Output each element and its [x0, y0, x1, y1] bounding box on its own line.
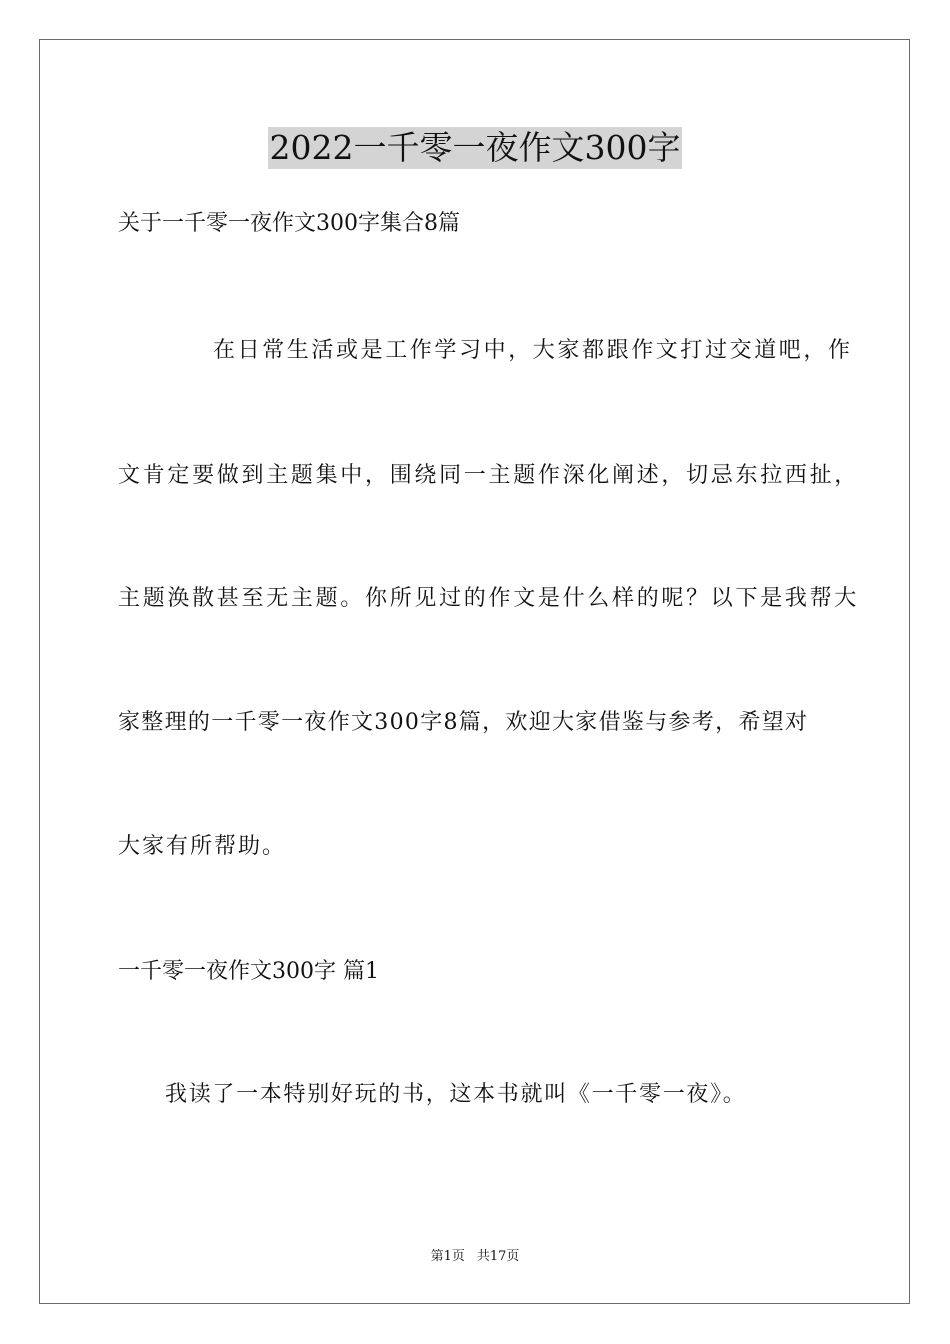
intro-line-1: 在日常生活或是工作学习中，大家都跟作文打过交道吧，作	[213, 338, 853, 363]
title-container	[0, 127, 950, 169]
page-number: 第1页	[430, 1249, 465, 1264]
document-subtitle: 关于一千零一夜作文300字集合8篇	[118, 211, 460, 236]
intro-line-3: 主题涣散甚至无主题。你所见过的作文是什么样的呢？以下是我帮大	[118, 586, 860, 611]
section-paragraph: 我读了一本特别好玩的书，这本书就叫《一千零一夜》。	[165, 1082, 747, 1107]
intro-line-4: 家整理的一千零一夜作文300字8篇，欢迎大家借鉴与参考，希望对	[118, 710, 809, 735]
page-footer	[0, 1249, 950, 1265]
document-title: 2022一千零一夜作文300字	[269, 128, 681, 167]
page-total: 共17页	[476, 1249, 520, 1264]
section-heading: 一千零一夜作文300字 篇1	[118, 959, 379, 984]
intro-line-2: 文肯定要做到主题集中，围绕同一主题作深化阐述，切忌东拉西扯，	[118, 463, 860, 488]
intro-line-5: 大家有所帮助。	[118, 834, 287, 859]
